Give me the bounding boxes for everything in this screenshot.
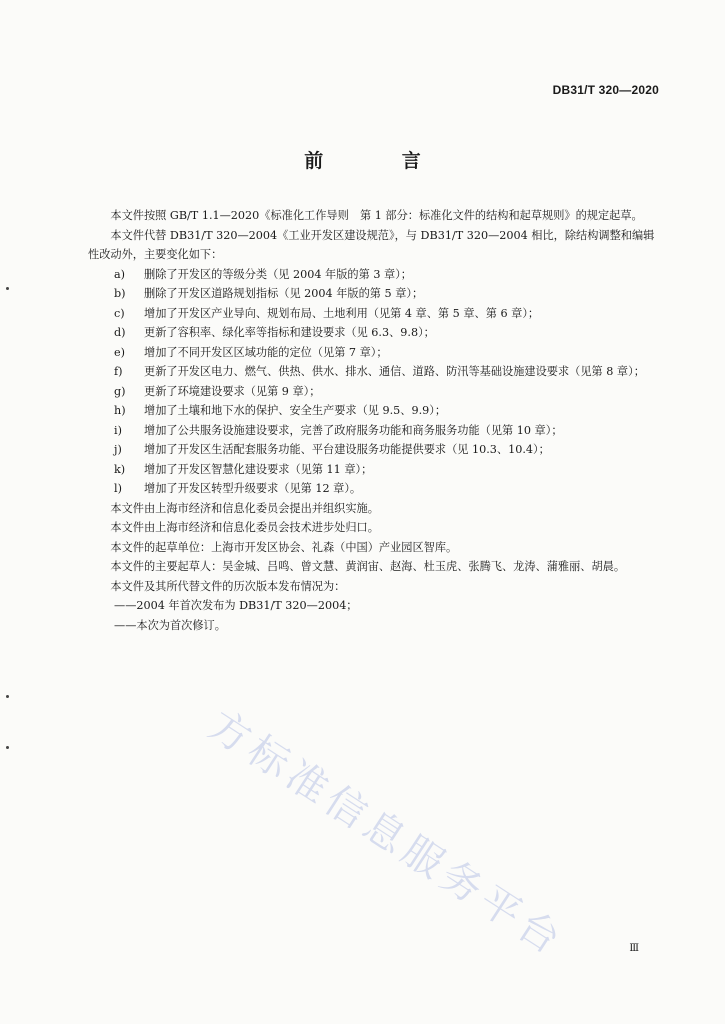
item-label: k) [114,462,126,476]
list-item [88,362,660,382]
item-label: a) [114,267,126,281]
item-text: 增加了开发区转型升级要求（见第 12 章）。 [144,482,362,495]
list-item [88,401,660,421]
item-text: 增加了土壤和地下水的保护、安全生产要求（见 9.5、9.9）； [144,404,447,417]
list-item [88,421,660,441]
list-item [88,382,660,402]
item-label: d) [114,326,126,339]
item-label: g) [114,384,126,398]
history-line: ——本次为首次修订。 [114,618,226,632]
item-text: 删除了开发区道路规划指标（见 2004 年版的第 5 章）； [144,287,424,300]
changes-list [88,265,660,499]
item-text: 增加了开发区智慧化建设要求（见第 11 章）； [144,462,373,476]
item-text: 更新了容积率、绿化率等指标和建设要求（见 6.3、9.8）； [144,326,435,339]
item-text: 增加了开发区生活配套服务功能、平台建设服务功能提供要求（见 10.3、10.4）； [144,443,550,456]
item-text: 更新了开发区电力、燃气、供热、供水、排水、通信、道路、防汛等基础设施建设要求（见第 8 章）； [144,365,645,378]
margin-mark [6,695,9,698]
paragraph: 本文件代替 DB31/T 320—2004《工业开发区建设规范》，与 DB31/T 320—2004 相比，除结构调整和编辑性改动外，主要变化如下： [88,228,655,261]
list-item [88,343,660,363]
item-label: e) [114,345,125,359]
paragraph: 本文件的主要起草人：吴金城、吕鸣、曾文慧、黄润宙、赵海、杜玉虎、张腾飞、龙涛、蒲雅丽、胡晨。 [110,560,626,573]
foreword-body [88,206,660,635]
item-label: f) [114,365,123,378]
paragraph: 本文件按照 GB/T 1.1—2020《标准化工作导则 第 1 部分：标准化文件的结构和起草规则》的规定起草。 [110,209,643,222]
item-text: 增加了不同开发区区域功能的定位（见第 7 章）； [144,345,388,359]
list-item [88,323,660,343]
paragraph: 本文件的起草单位：上海市开发区协会、礼森（中国）产业园区智库。 [110,540,458,554]
paragraph: 本文件由上海市经济和信息化委员会提出并组织实施。 [110,501,379,515]
history-line: ——2004 年首次发布为 DB31/T 320—2004； [114,599,358,612]
list-item [88,284,660,304]
margin-mark [6,287,9,290]
list-item [88,460,660,480]
page-number: Ⅲ [629,943,638,954]
item-label: j) [114,443,122,456]
list-item [88,265,660,285]
item-label: i) [114,423,122,437]
item-label: c) [114,306,125,320]
item-text: 增加了公共服务设施建设要求，完善了政府服务功能和商务服务功能（见第 10 章）； [144,423,563,437]
item-text: 增加了开发区产业导向、规划布局、土地利用（见第 4 章、第 5 章、第 6 章）； [144,306,540,320]
list-item [88,440,660,460]
list-item [88,304,660,324]
page-title: 前 言 [304,150,457,172]
item-label: l) [114,482,122,495]
item-label: h) [114,404,126,417]
list-item [88,479,660,499]
item-text: 删除了开发区的等级分类（见 2004 年版的第 3 章）； [144,267,412,281]
item-text: 更新了环境建设要求（见第 9 章）； [144,384,321,398]
standard-code: DB31/T 320—2020 [552,83,659,97]
watermark: 方标准信息服务平台 [200,702,573,967]
paragraph: 本文件由上海市经济和信息化委员会技术进步处归口。 [110,521,379,534]
paragraph: 本文件及其所代替文件的历次版本发布情况为： [110,579,346,593]
margin-mark [6,746,9,749]
item-label: b) [114,287,126,300]
